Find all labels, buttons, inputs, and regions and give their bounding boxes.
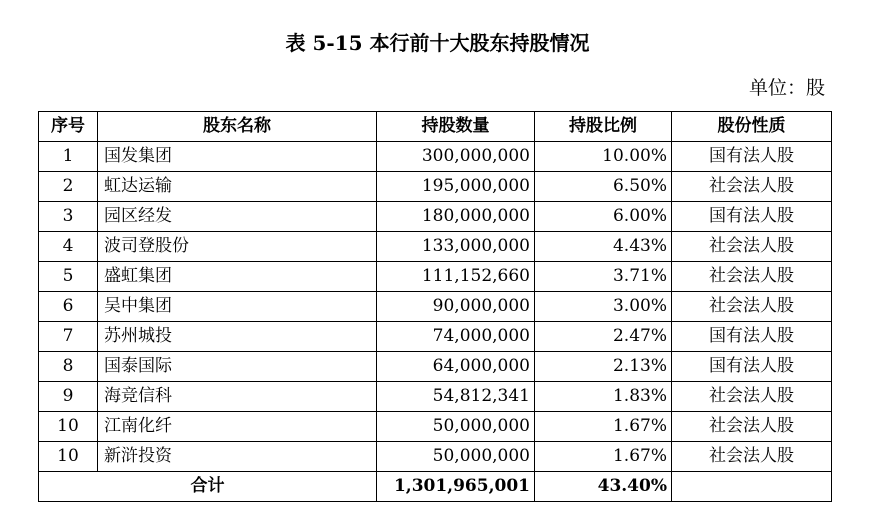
table-row — [39, 262, 832, 292]
total-ratio: 43.40% — [535, 472, 672, 502]
row-shares: 50,000,000 — [377, 442, 535, 472]
row-index: 2 — [39, 172, 98, 202]
total-shares: 1,301,965,001 — [377, 472, 535, 502]
row-ratio: 4.43% — [535, 232, 672, 262]
row-index: 5 — [39, 262, 98, 292]
row-shares: 180,000,000 — [377, 202, 535, 232]
row-ratio: 1.67% — [535, 412, 672, 442]
row-ratio: 10.00% — [535, 142, 672, 172]
row-shares: 90,000,000 — [377, 292, 535, 322]
row-shareholder-name: 吴中集团 — [98, 292, 377, 322]
row-shares: 64,000,000 — [377, 352, 535, 382]
row-shareholder-name: 波司登股份 — [98, 232, 377, 262]
total-label: 合计 — [39, 472, 377, 502]
header-shares: 持股数量 — [377, 112, 535, 142]
row-ratio: 1.67% — [535, 442, 672, 472]
row-nature: 社会法人股 — [672, 442, 832, 472]
row-nature: 国有法人股 — [672, 322, 832, 352]
row-nature: 国有法人股 — [672, 142, 832, 172]
table-row — [39, 442, 832, 472]
row-nature: 国有法人股 — [672, 202, 832, 232]
row-nature: 社会法人股 — [672, 382, 832, 412]
header-row — [39, 112, 832, 142]
row-shareholder-name: 苏州城投 — [98, 322, 377, 352]
header-index: 序号 — [39, 112, 98, 142]
row-nature: 社会法人股 — [672, 172, 832, 202]
table-row — [39, 172, 832, 202]
row-ratio: 6.50% — [535, 172, 672, 202]
row-shareholder-name: 虹达运输 — [98, 172, 377, 202]
row-index: 1 — [39, 142, 98, 172]
table-row — [39, 202, 832, 232]
row-ratio: 3.71% — [535, 262, 672, 292]
row-index: 3 — [39, 202, 98, 232]
row-nature: 社会法人股 — [672, 412, 832, 442]
row-shareholder-name: 海竞信科 — [98, 382, 377, 412]
row-nature: 社会法人股 — [672, 292, 832, 322]
row-shareholder-name: 国发集团 — [98, 142, 377, 172]
table-row — [39, 352, 832, 382]
row-shares: 133,000,000 — [377, 232, 535, 262]
row-index: 4 — [39, 232, 98, 262]
table-row — [39, 232, 832, 262]
row-nature: 社会法人股 — [672, 262, 832, 292]
row-index: 9 — [39, 382, 98, 412]
row-shareholder-name: 盛虹集团 — [98, 262, 377, 292]
row-shares: 300,000,000 — [377, 142, 535, 172]
row-index: 8 — [39, 352, 98, 382]
table-row — [39, 292, 832, 322]
row-ratio: 2.13% — [535, 352, 672, 382]
row-shares: 50,000,000 — [377, 412, 535, 442]
shareholders-table — [38, 111, 832, 502]
table-row — [39, 412, 832, 442]
row-ratio: 6.00% — [535, 202, 672, 232]
row-shareholder-name: 国泰国际 — [98, 352, 377, 382]
header-name: 股东名称 — [98, 112, 377, 142]
row-index: 7 — [39, 322, 98, 352]
row-shareholder-name: 园区经发 — [98, 202, 377, 232]
header-nature: 股份性质 — [672, 112, 832, 142]
header-ratio: 持股比例 — [535, 112, 672, 142]
total-row — [39, 472, 832, 502]
row-shares: 111,152,660 — [377, 262, 535, 292]
table-title: 表 5-15 本行前十大股东持股情况 — [285, 31, 590, 55]
row-index: 6 — [39, 292, 98, 322]
row-nature: 社会法人股 — [672, 232, 832, 262]
row-shares: 195,000,000 — [377, 172, 535, 202]
row-ratio: 1.83% — [535, 382, 672, 412]
row-ratio: 3.00% — [535, 292, 672, 322]
row-ratio: 2.47% — [535, 322, 672, 352]
row-shareholder-name: 江南化纤 — [98, 412, 377, 442]
table-row — [39, 142, 832, 172]
row-shareholder-name: 新浒投资 — [98, 442, 377, 472]
unit-label: 单位：股 — [748, 77, 825, 99]
row-index: 10 — [39, 412, 98, 442]
row-index: 10 — [39, 442, 98, 472]
table-row — [39, 382, 832, 412]
total-nature — [672, 472, 832, 502]
row-shares: 74,000,000 — [377, 322, 535, 352]
row-nature: 国有法人股 — [672, 352, 832, 382]
table-row — [39, 322, 832, 352]
row-shares: 54,812,341 — [377, 382, 535, 412]
